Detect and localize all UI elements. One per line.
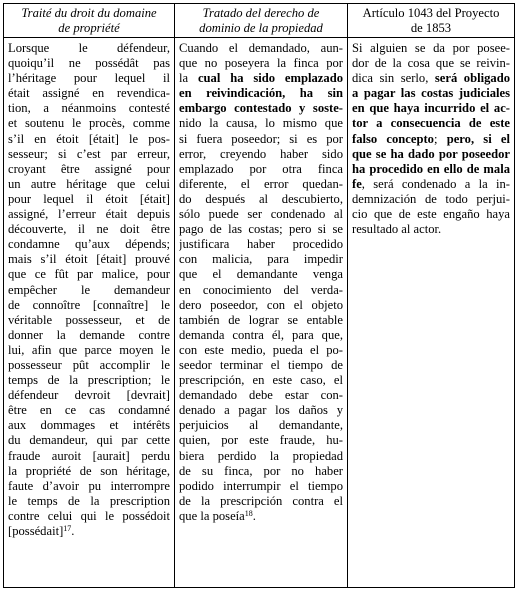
text-line	[8, 237, 170, 252]
line-text: assigné, l’erreur était depuis	[8, 207, 170, 222]
bold-text: a pagar las costas judiciales	[352, 86, 510, 101]
text-line	[179, 132, 343, 147]
text-line	[179, 192, 343, 207]
line-text: dor de la cosa que se reivin-	[352, 56, 510, 71]
line-text: que no poseyera la finca por	[179, 56, 343, 71]
line-text: contre celui qui le possédoit	[8, 508, 170, 523]
text-line	[8, 207, 170, 222]
text-line	[8, 86, 170, 101]
text-line	[8, 418, 170, 433]
column-traite	[4, 4, 174, 587]
text-line	[179, 71, 343, 86]
text-line	[8, 433, 170, 448]
text-line	[8, 222, 170, 237]
text-line	[179, 418, 343, 433]
line-text: si fuera poseedor; si es por	[179, 131, 343, 146]
line-text: error, creyendo haber sido	[179, 146, 343, 161]
column-body	[175, 38, 347, 524]
line-text: la	[179, 71, 198, 86]
line-text: con este medio, pueda el po-	[179, 342, 343, 357]
line-text: también de lograr se entable	[179, 312, 343, 327]
line-text: croyant être assigné pour	[8, 161, 170, 176]
text-line	[179, 237, 343, 252]
line-text: condamne qu’aux dépends;	[8, 237, 170, 252]
line-text: podido interrumpir el tiempo	[179, 478, 343, 493]
line-text: sólo puede ser condenado al	[179, 207, 343, 222]
line-text: découverte, il ne doit être	[8, 222, 170, 237]
line-text: ;	[433, 131, 447, 146]
text-line	[179, 116, 343, 131]
text-line	[179, 509, 343, 524]
line-text: quien, por este fraude, hu-	[179, 433, 343, 448]
text-line	[8, 298, 170, 313]
line-text: , será condenado a la in-	[361, 176, 510, 191]
line-text: être en ce cas condamné	[8, 403, 170, 418]
text-line	[179, 252, 343, 267]
line-text: do después al descubierto,	[179, 191, 343, 206]
footnote-marker: 18	[244, 508, 253, 518]
text-line	[179, 56, 343, 71]
text-line	[8, 358, 170, 373]
line-text: perjuicios al demandante,	[179, 418, 343, 433]
line-text: pour lequel il étoit [était]	[8, 191, 170, 206]
text-line	[8, 464, 170, 479]
text-line	[352, 71, 510, 86]
line-text: emplazado por otra finca	[179, 161, 343, 176]
text-line	[8, 41, 170, 56]
text-line	[352, 116, 510, 131]
text-line	[179, 328, 343, 343]
line-text: denado a pagar los daños y	[179, 403, 343, 418]
bold-text: pero, si el	[446, 131, 510, 146]
line-text: de connoître [connaître] le	[8, 297, 170, 312]
text-line	[179, 373, 343, 388]
line-text: Cuando el demandado, aun-	[179, 41, 343, 55]
line-text: justificara haber procedido	[179, 237, 343, 252]
header-line: de propriété	[58, 20, 120, 35]
text-line	[8, 343, 170, 358]
bold-text: falso concepto	[352, 131, 434, 146]
column-header	[4, 4, 174, 38]
text-line	[8, 267, 170, 282]
line-text: était assigné en revendica-	[8, 86, 170, 101]
text-line	[352, 86, 510, 101]
line-text: demanda contra él, para que,	[179, 327, 343, 342]
column-header	[348, 4, 514, 38]
text-line	[352, 207, 510, 222]
text-line	[8, 116, 170, 131]
line-text: du demandeur, qui par cette	[8, 433, 170, 448]
text-line	[8, 313, 170, 328]
footnote-marker: 17	[63, 524, 72, 533]
text-line	[179, 147, 343, 162]
line-text: [possédait]	[8, 524, 64, 538]
line-text: temps de la prescription; le	[8, 373, 170, 388]
text-line	[8, 494, 170, 509]
text-line	[8, 524, 170, 539]
text-line	[8, 192, 170, 207]
line-text: prescripción, en este caso, el	[179, 373, 343, 388]
text-line	[352, 147, 510, 162]
text-line	[8, 132, 170, 147]
bold-text: tor a consecuencia de este	[352, 116, 510, 131]
line-text: dero poseedor, con el objeto	[179, 297, 343, 312]
column-tratado	[174, 4, 347, 587]
line-text: Si alguien se da por posee-	[352, 41, 510, 55]
text-line	[179, 464, 343, 479]
line-text: seedor terminar el tiempo de	[179, 357, 343, 372]
text-line	[179, 86, 343, 101]
line-text: diferente, el error quedan-	[179, 176, 343, 191]
line-text: s’il en étoit [était] le pos-	[8, 131, 170, 146]
line-text: Lorsque le défendeur,	[8, 41, 170, 55]
text-line	[179, 388, 343, 403]
column-body	[4, 38, 174, 539]
line-text: et soutenu le procès, comme	[8, 116, 170, 131]
line-text: l’héritage pour lequel il	[8, 71, 170, 86]
bold-text: que se ha dado por poseedor	[352, 146, 510, 161]
line-text: véritable possesseur, et de	[8, 312, 170, 327]
text-line	[8, 56, 170, 71]
line-text: sesseur; si c’est par erreur,	[8, 146, 170, 161]
line-text: aux dommages et intérêts	[8, 418, 170, 433]
bold-text: embargo contestado y soste-	[179, 101, 343, 116]
line-text: con malicia, para impedir	[179, 252, 343, 267]
line-text: biera perdido la propiedad	[179, 448, 343, 463]
line-text: donner la demande contre	[8, 327, 170, 342]
line-text: empêcher le demandeur	[8, 282, 170, 297]
line-text: demnización de todo perjui-	[352, 191, 510, 206]
text-line	[8, 162, 170, 177]
text-line	[179, 479, 343, 494]
text-line	[179, 222, 343, 237]
line-text: de la prescripción contra el	[179, 493, 343, 508]
comparison-table	[3, 3, 515, 588]
text-line	[179, 358, 343, 373]
column-body	[348, 38, 514, 237]
line-text: que la poseía	[179, 508, 245, 523]
text-line	[179, 403, 343, 418]
text-line	[179, 177, 343, 192]
line-text: cio que de este engaño haya	[352, 207, 510, 222]
text-line	[352, 162, 510, 177]
line-text: quoiqu’il ne possédât pas	[8, 56, 170, 71]
text-line	[8, 509, 170, 524]
text-line	[352, 192, 510, 207]
line-text: demandado debe estar con-	[179, 388, 343, 403]
line-text: fraude auroit [aurait] perdu	[8, 448, 170, 463]
text-line	[179, 449, 343, 464]
line-text: la propriété de son héritage,	[8, 463, 170, 478]
column-articulo	[347, 4, 514, 587]
line-text: tion, a néanmoins contesté	[8, 101, 170, 116]
bold-text: cual ha sido emplazado	[197, 71, 343, 86]
text-line	[179, 162, 343, 177]
text-line	[8, 71, 170, 86]
text-line	[179, 343, 343, 358]
line-text: nido la causa, lo mismo que	[179, 116, 343, 131]
bold-text: en que haya incurrido el ac-	[352, 101, 510, 116]
line-text: que el demandante venga	[179, 267, 343, 282]
text-line	[8, 101, 170, 116]
text-line	[8, 449, 170, 464]
text-line	[8, 252, 170, 267]
line-text: le temps de la prescription	[8, 493, 170, 508]
header-line: dominio de la propiedad	[199, 20, 323, 35]
text-line	[179, 494, 343, 509]
line-text: possesseur pût accomplir le	[8, 357, 170, 372]
text-line	[179, 298, 343, 313]
header-line: Traité du droit du domaine	[21, 6, 157, 20]
text-line	[179, 283, 343, 298]
text-line	[179, 313, 343, 328]
line-text: .	[71, 524, 75, 538]
text-line	[8, 328, 170, 343]
header-line: Artículo 1043 del Proyecto	[362, 6, 500, 20]
text-line	[352, 101, 510, 116]
line-text: en conocimiento del verda-	[179, 282, 343, 297]
header-line: Tratado del derecho de	[202, 6, 320, 20]
text-line	[8, 403, 170, 418]
text-line	[179, 433, 343, 448]
line-text: de su finca, por no haber	[179, 463, 343, 478]
line-text: dica sin serlo,	[352, 71, 435, 86]
bold-text: ha procedido en ello de mala	[352, 161, 510, 176]
line-text: pago de las costas; pero si se	[179, 222, 343, 237]
text-line	[8, 373, 170, 388]
text-line	[8, 479, 170, 494]
line-text: resultado al actor.	[352, 222, 442, 237]
bold-text: fe	[352, 176, 362, 191]
line-text: lui, afin que parce moyen le	[8, 342, 170, 357]
text-line	[352, 177, 510, 192]
text-line	[352, 222, 510, 237]
line-text: un autre héritage que celui	[8, 176, 170, 191]
text-line	[352, 56, 510, 71]
line-text: défendeur devroit [devrait]	[8, 388, 170, 403]
text-line	[352, 132, 510, 147]
line-text: faute d’avoir pu interrompre	[8, 478, 170, 493]
text-line	[8, 177, 170, 192]
column-header	[175, 4, 347, 38]
text-line	[352, 41, 510, 56]
line-text: que ce fût par malice, pour	[8, 267, 170, 282]
line-text: .	[252, 508, 256, 523]
line-text: mais s’il étoit [était] prouvé	[8, 252, 170, 267]
text-line	[8, 283, 170, 298]
text-line	[8, 388, 170, 403]
text-line	[179, 41, 343, 56]
header-line: de 1853	[410, 20, 452, 35]
text-line	[179, 267, 343, 282]
text-line	[179, 101, 343, 116]
text-line	[179, 207, 343, 222]
bold-text: en reivindicación, ha sin	[179, 86, 343, 101]
text-line	[8, 147, 170, 162]
bold-text: será obligado	[434, 71, 510, 86]
